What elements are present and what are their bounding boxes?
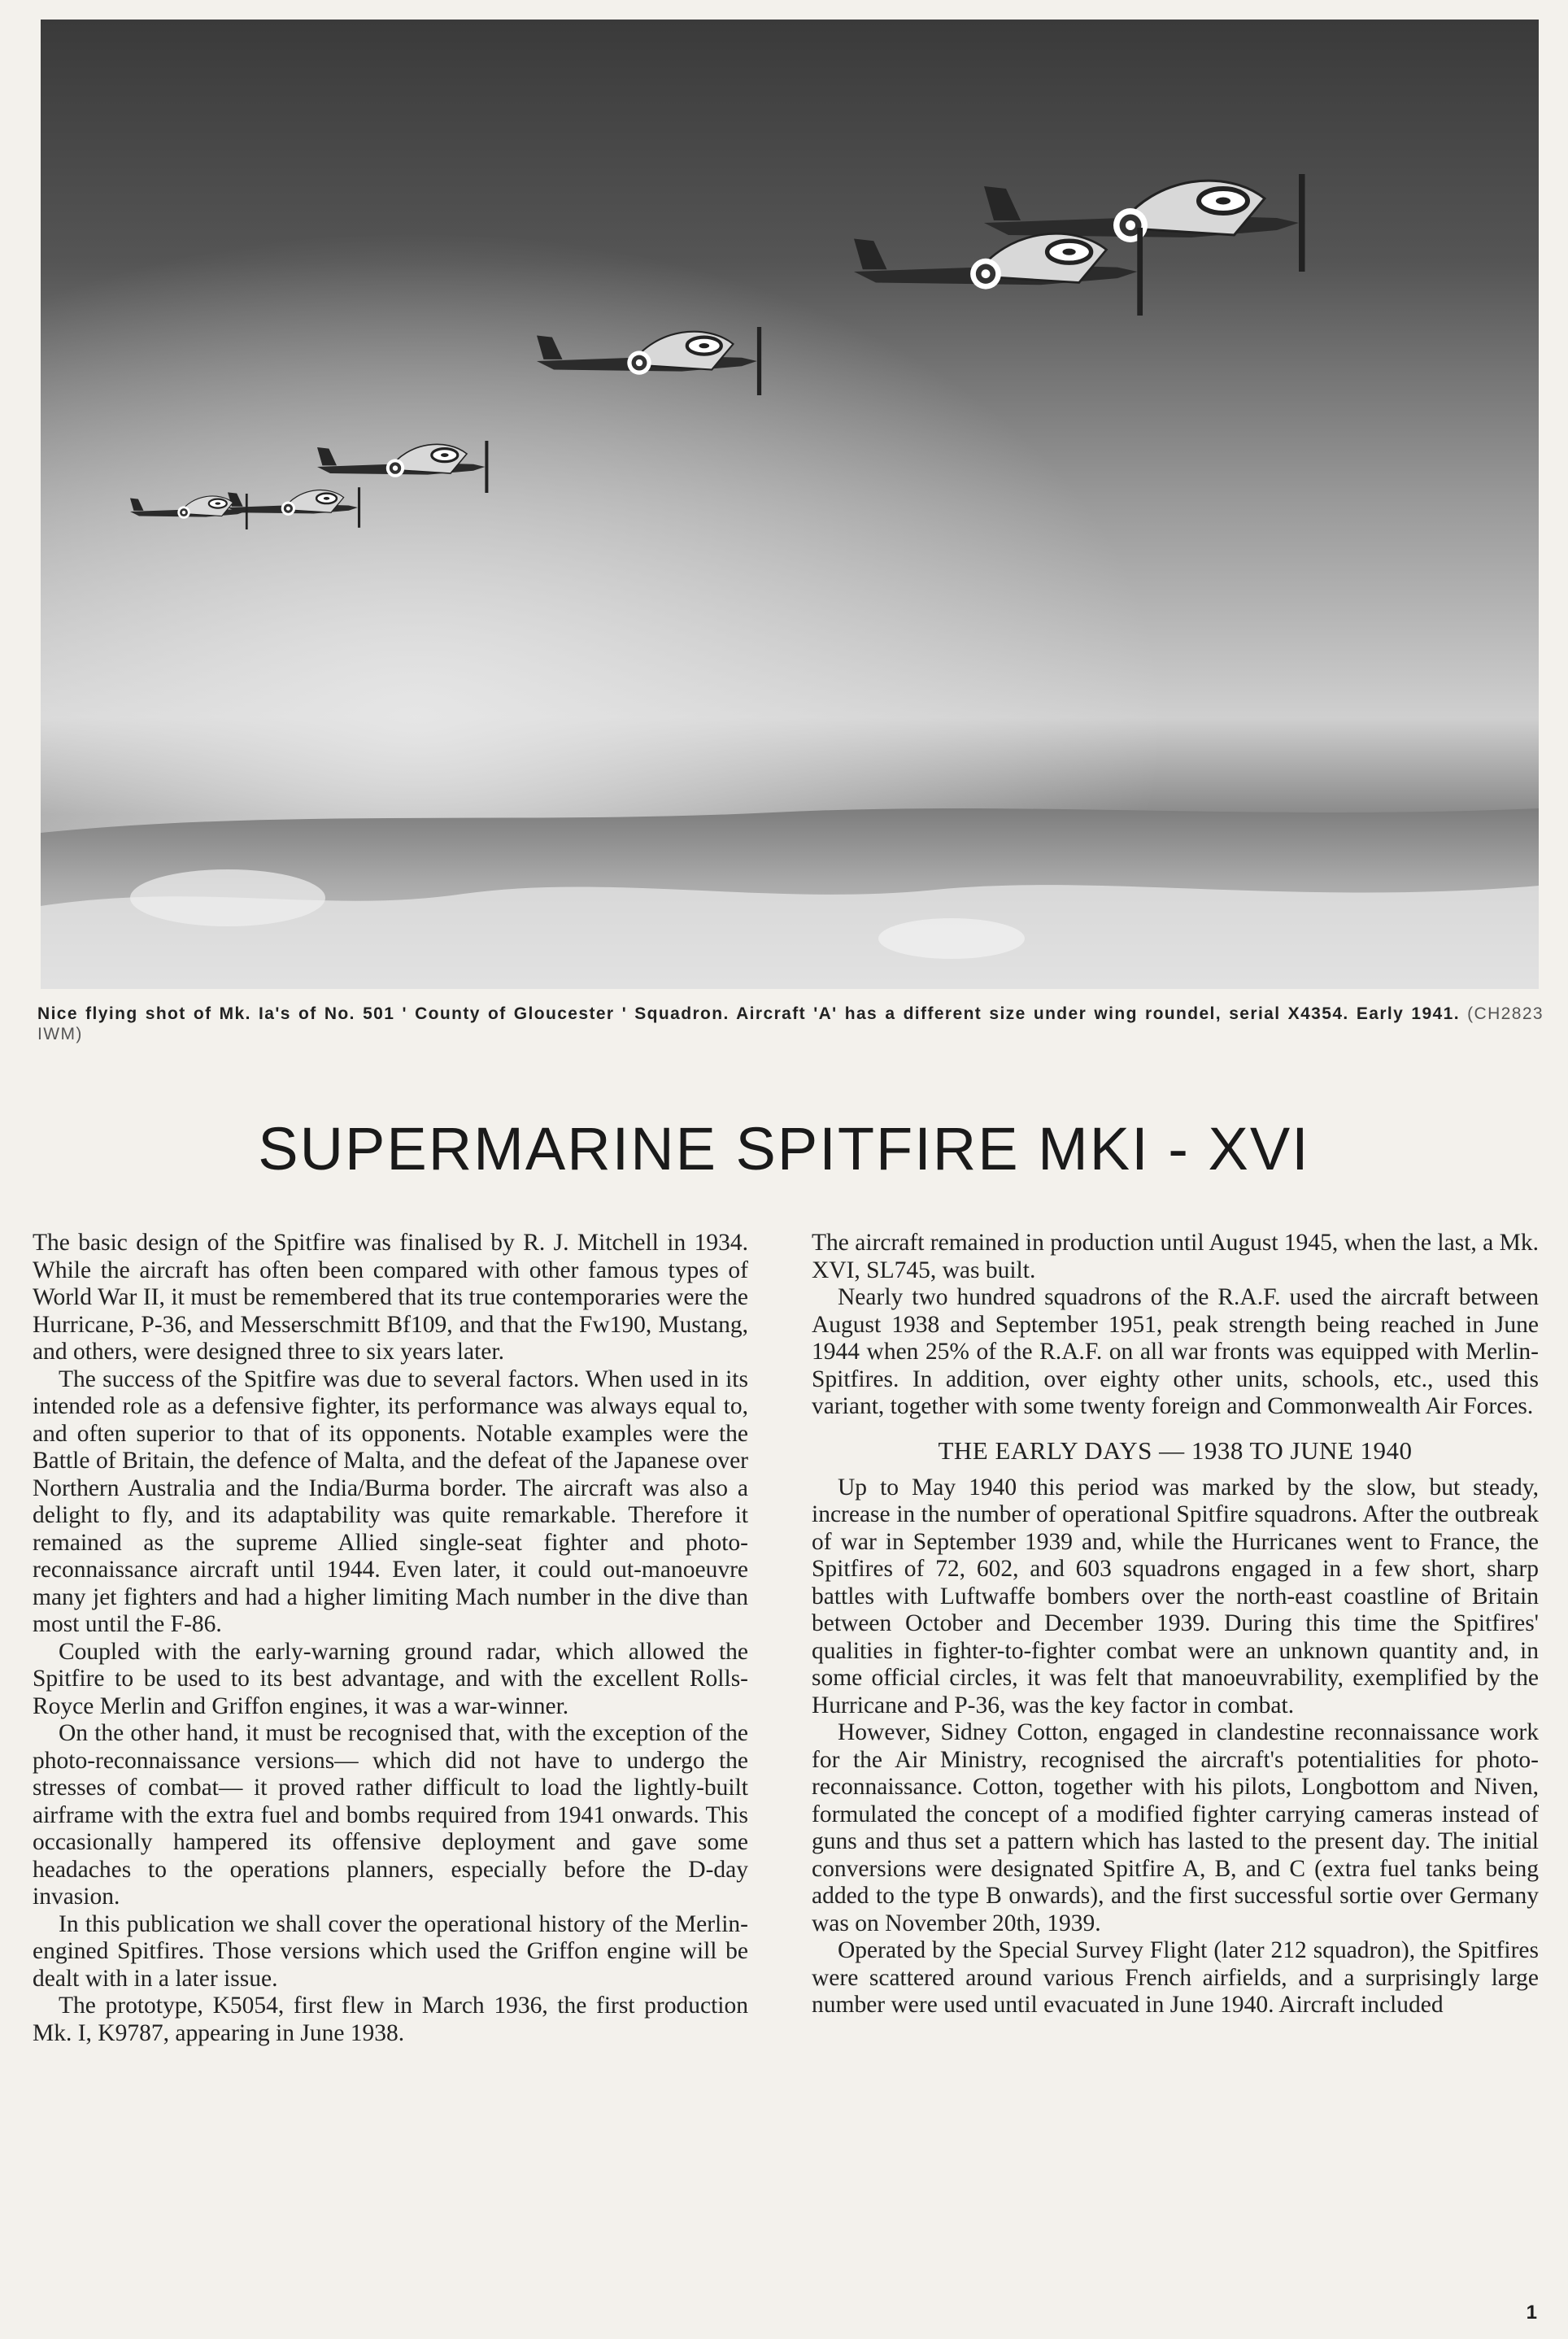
paragraph: The success of the Spitfire was due to several factors. When used in its intended role as a defensive fighter, its performance was always equal to, and often superior to that of its opponents. Notable examples were the Battle of Britain, the defence of Malta, and the defeat of the Japanese over Northern Australia and the India/Burma border. The aircraft was also a delight to fly, and its adaptability was quite remarkable. Therefore it remained as the supreme Allied single-seat fighter and photo-reconnaissance aircraft until 1944. Even later, it could out-manoeuvre many jet fighters and had a higher limiting Mach number in the dive than most until the F-86.	[33, 1366, 748, 1637]
article-title: SUPERMARINE SPITFIRE MKI - XVI	[258, 1115, 1310, 1183]
right-column	[812, 1230, 1539, 2019]
paragraph: However, Sidney Cotton, engaged in clandestine reconnaissance work for the Air Ministry, recognised the aircraft's potentialities for photo-reconnaissance. Cotton, together with his pilots, Longbottom and Niven, formulated the concept of a modified fighter carrying cameras instead of guns and thus set a pattern which has lasted to the present day. The initial conversions were designated Spitfire A, B, and C (extra fuel tanks being added to the type B onwards), and the first successful sortie over Germany was on November 20th, 1939.	[812, 1719, 1539, 1936]
paragraph: The basic design of the Spitfire was finalised by R. J. Mitchell in 1934. While the aircraft has often been compared with other famous types of World War II, it must be remembered that its true contemporaries were the Hurricane, P-36, and Messerschmitt Bf109, and that the Fw190, Mustang, and others, were designed three to six years later.	[33, 1230, 748, 1365]
spitfire-formation-photo	[41, 20, 1539, 989]
page-number: 1	[1526, 2302, 1537, 2324]
left-column	[33, 1230, 748, 2047]
paragraph: Operated by the Special Survey Flight (later 212 squadron), the Spitfires were scattered around various French airfields, and a surprisingly large number were used until evacuated in June 1940. Aircraft included	[812, 1937, 1539, 2018]
paragraph: The prototype, K5054, first flew in March 1936, the first production Mk. I, K9787, appearing in June 1938.	[33, 1993, 748, 2046]
paragraph: Coupled with the early-warning ground radar, which allowed the Spitfire to be used to its best advantage, and with the excellent Rolls-Royce Merlin and Griffon engines, it was a war-winner.	[33, 1638, 748, 1719]
paragraph: Nearly two hundred squadrons of the R.A.F. used the aircraft between August 1938 and September 1951, peak strength being reached in June 1944 when 25% of the R.A.F. on all war fronts was equipped with Merlin-Spitfires. In addition, over eighty other units, schools, etc., used this variant, together with some twenty foreign and Commonwealth Air Forces.	[812, 1284, 1539, 1419]
paragraph: Up to May 1940 this period was marked by the slow, but steady, increase in the number of operational Spitfire squadrons. After the outbreak of war in September 1939 and, while the Hurricanes went to France, the Spitfires of 72, 602, and 603 squadrons engaged in a few short, sharp battles with Luftwaffe bombers over the north-east coastline of Britain between October and December 1939. During this time the Spitfires' qualities in fighter-to-fighter combat were an unknown quantity and, in some official circles, it was felt that manoeuvrability, exemplified by the Hurricane and P-36, was the key factor in combat.	[812, 1474, 1539, 1718]
caption-text: Nice flying shot of Mk. Ia's of No. 501 ' County of Gloucester ' Squadron. Aircraft 'A' has a different size under wing roundel, serial X4354. Early 1941.	[37, 1004, 1460, 1023]
caption-reference: (CH2823 IWM)	[37, 1004, 1544, 1043]
paragraph: The aircraft remained in production until August 1945, when the last, a Mk. XVI, SL745, was built.	[812, 1230, 1539, 1283]
section-heading: THE EARLY DAYS — 1938 TO JUNE 1940	[938, 1435, 1413, 1465]
paragraph: In this publication we shall cover the operational history of the Merlin-engined Spitfires. Those versions which used the Griffon engine will be dealt with in a later issue.	[33, 1910, 748, 1992]
photo-caption	[37, 1004, 1544, 1044]
paragraph: On the other hand, it must be recognised that, with the exception of the photo-reconnaissance versions— which did not have to undergo the stresses of combat— it proved rather difficult to load the lightly-built airframe with the extra fuel and bombs required from 1941 onwards. This occasionally hampered its offensive deployment and gave some headaches to the operations planners, especially before the D-day invasion.	[33, 1720, 748, 1910]
